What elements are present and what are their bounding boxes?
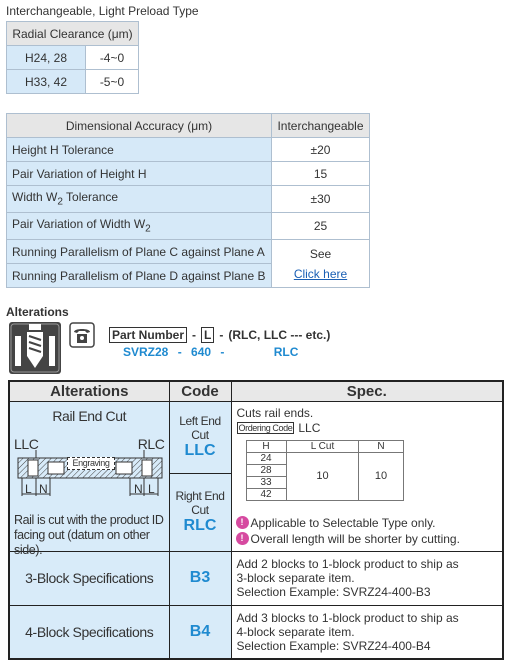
accuracy-label: Width $W_2$ Tolerance — [7, 186, 272, 213]
example-code: RLC — [273, 345, 299, 359]
dash: - — [219, 328, 224, 342]
mini-header: L Cut — [286, 440, 359, 452]
right-end-cut-cell — [169, 473, 231, 551]
accuracy-value: 15 — [272, 162, 370, 186]
engraving-label: Engraving — [67, 457, 115, 470]
mini-header: H — [246, 440, 286, 452]
mini-header: N — [359, 440, 403, 452]
b3-label: 3-Block Specifications — [9, 551, 169, 605]
clearance-size: H24, 28 — [7, 46, 86, 70]
rlc-code: RLC — [183, 517, 217, 534]
dash: - — [220, 345, 225, 359]
drill-icon — [9, 322, 61, 374]
warning-text: Overall length will be shorter by cutting. — [250, 531, 460, 546]
clearance-size: H33, 42 — [7, 70, 86, 94]
clearance-value: -4~0 — [86, 46, 139, 70]
l-dim: L — [148, 481, 155, 496]
warning-icon: ! — [236, 532, 249, 545]
parallelism-d-label: Running Parallelism of Plane D against Plane B — [7, 264, 272, 288]
warning-row — [236, 516, 436, 530]
mini-h: 42 — [246, 488, 286, 500]
llc-code: LLC — [184, 442, 216, 459]
type-heading: Interchangeable, Light Preload Type — [6, 4, 199, 18]
accuracy-label: Height H Tolerance — [7, 138, 272, 162]
spec-line: Cuts rail ends. — [236, 405, 314, 420]
part-number-box: Part Number — [109, 327, 187, 343]
accuracy-label: Pair Variation of Height H — [7, 162, 272, 186]
warning-icon: ! — [236, 516, 249, 529]
lcut-table — [246, 440, 404, 501]
parallelism-see-cell — [272, 240, 370, 288]
alterations-table — [8, 380, 504, 660]
part-number-format — [109, 326, 330, 344]
see-text: See — [309, 246, 332, 261]
mini-h: 28 — [246, 464, 286, 476]
left-end-cut-cell — [169, 401, 231, 473]
clearance-header: Radial Clearance (μm) — [7, 22, 139, 46]
b4-code: B4 — [169, 605, 231, 659]
rlc-label: RLC — [137, 435, 165, 452]
rail-end-cut-spec — [231, 401, 503, 551]
length-box: L — [201, 327, 214, 343]
warning-row — [236, 532, 460, 546]
b3-code: B3 — [169, 551, 231, 605]
right-end-cut-label: Right End Cut — [175, 489, 225, 517]
example-length: 640 — [191, 345, 212, 359]
ordering-code-badge: Ordering Code — [238, 422, 293, 433]
accuracy-value: 25 — [272, 213, 370, 240]
n-dim: N — [134, 481, 143, 496]
l-dim: L — [25, 481, 32, 496]
accuracy-value: ±30 — [272, 186, 370, 213]
accuracy-label: Pair Variation of Width $W_2$ — [7, 213, 272, 240]
mini-lcut: 10 — [286, 452, 359, 500]
accuracy-header: Dimensional Accuracy (μm) — [7, 114, 272, 138]
accuracy-value: ±20 — [272, 138, 370, 162]
dash: - — [177, 345, 182, 359]
b3-spec: Add 2 blocks to 1-block product to ship as 3-block separate item. Selection Example: SVRZ24-400-B3 — [231, 551, 503, 605]
example-pn: SVRZ28 — [123, 345, 169, 359]
ordering-code-value: LLC — [298, 420, 321, 435]
clearance-value: -5~0 — [86, 70, 139, 94]
alterations-heading: Alterations — [6, 305, 69, 319]
code-format: (RLC, LLC --- etc.) — [228, 328, 331, 342]
radial-clearance-table — [6, 21, 139, 94]
col-alterations: Alterations — [9, 381, 169, 401]
ordering-code-row — [237, 421, 321, 435]
mini-h: 33 — [246, 476, 286, 488]
llc-label: LLC — [14, 435, 39, 452]
rail-end-cut-title: Rail End Cut — [52, 407, 127, 424]
mini-n: 10 — [359, 452, 403, 500]
left-end-cut-label: Left End Cut — [179, 414, 221, 442]
b4-spec: Add 3 blocks to 1-block product to ship as 4-block separate item. Selection Example: SVRZ24-400-B4 — [231, 605, 503, 659]
part-number-example — [123, 345, 298, 359]
parallelism-c-label: Running Parallelism of Plane C against Plane A — [7, 240, 272, 264]
col-code: Code — [169, 381, 231, 401]
phone-icon — [69, 322, 95, 348]
dash: - — [192, 328, 197, 342]
b4-label: 4-Block Specifications — [9, 605, 169, 659]
warning-text: Applicable to Selectable Type only. — [250, 515, 436, 530]
interchangeable-header: Interchangeable — [272, 114, 370, 138]
dimensional-accuracy-table — [6, 113, 370, 288]
click-here-link[interactable]: Click here — [293, 266, 348, 281]
mini-h: 24 — [246, 452, 286, 464]
col-spec: Spec. — [231, 381, 503, 401]
rail-end-cut-cell — [9, 401, 169, 557]
rail-cut-note: Rail is cut with the product ID facing out (datum on other side). — [14, 512, 164, 557]
n-dim: N — [39, 481, 48, 496]
